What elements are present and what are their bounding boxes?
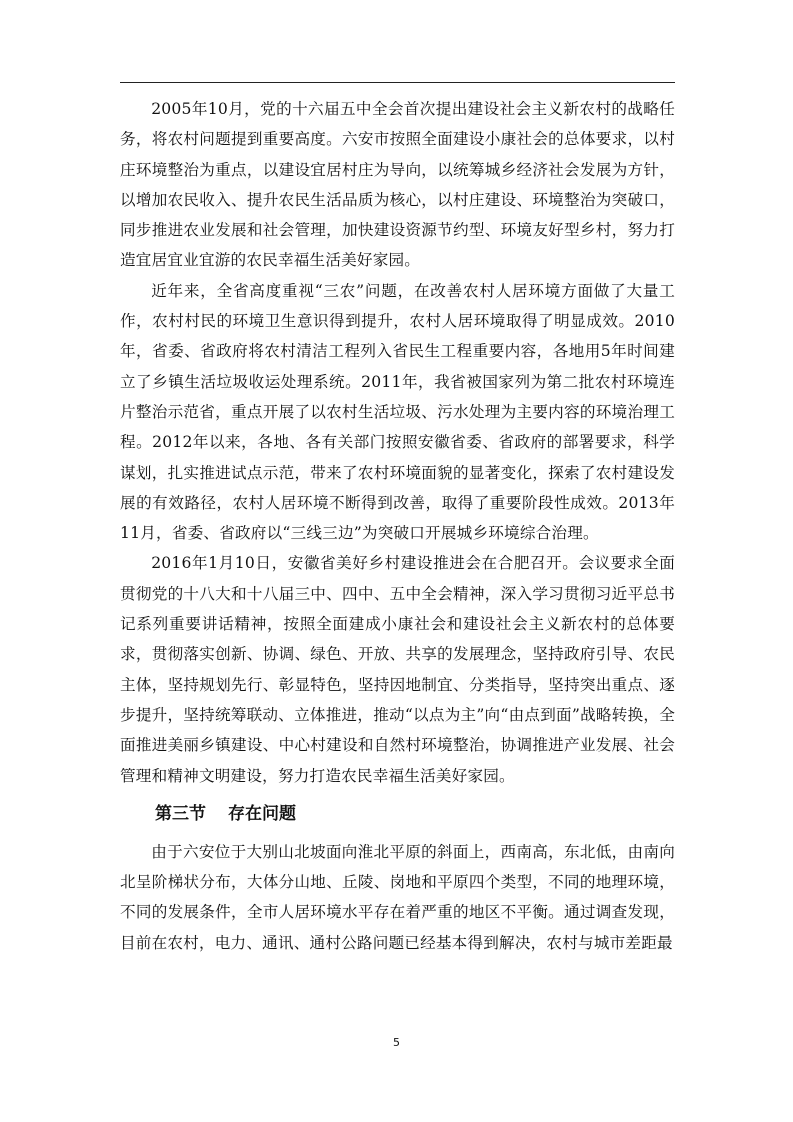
header-rule — [120, 82, 675, 83]
paragraph-3: 2016年1月10日，安徽省美好乡村建设推进会在合肥召开。会议要求全面贯彻党的十八大和十八届三中、四中、五中全会精神，深入学习贯彻习近平总书记系列重要讲话精神，按照全面建成小康社会和建设社会主义新农村的总体要求，贯彻落实创新、协调、绿色、开放、共享的发展理念，坚持政府引导、农民主体，坚持规划先行、彰显特色，坚持因地制宜、分类指导，坚持突出重点、逐步提升，坚持统筹联动、立体推进，推动“以点为主”向“由点到面”战略转换，全面推进美丽乡镇建设、中心村建设和自然村环境整治，协调推进产业发展、社会管理和精神文明建设，努力打造农民幸福生活美好家园。 — [120, 554, 675, 785]
document-body — [120, 94, 675, 958]
section-heading — [155, 791, 675, 837]
paragraph-1: 2005年10月，党的十六届五中全会首次提出建设社会主义新农村的战略任务，将农村问题提到重要高度。六安市按照全面建设小康社会的总体要求，以村庄环境整治为重点，以建设宜居村庄为导向，以统筹城乡经济社会发展为方针，以增加农民收入、提升农民生活品质为核心，以村庄建设、环境整治为突破口，同步推进农业发展和社会管理，加快建设资源节约型、环境友好型乡村，努力打造宜居宜业宜游的农民幸福生活美好家园。 — [120, 100, 675, 270]
paragraph-2: 近年来，全省高度重视“三农”问题，在改善农村人居环境方面做了大量工作，农村村民的环境卫生意识得到提升，农村人居环境取得了明显成效。2010年，省委、省政府将农村清洁工程列入省民生工程重要内容，各地用5年时间建立了乡镇生活垃圾收运处理系统。2011年，我省被国家列为第二批农村环境连片整治示范省，重点开展了以农村生活垃圾、污水处理为主要内容的环境治理工程。2012年以来，各地、各有关部门按照安徽省委、省政府的部署要求，科学谋划，扎实推进试点示范，带来了农村环境面貌的显著变化，探索了农村建设发展的有效路径，农村人居环境不断得到改善，取得了重要阶段性成效。2013年11月，省委、省政府以“三线三边”为突破口开展城乡环境综合治理。 — [120, 281, 675, 543]
section-number: 第三节 — [155, 803, 206, 824]
page-number: 5 — [393, 1036, 400, 1049]
section-title: 存在问题 — [228, 803, 296, 824]
paragraph-4: 由于六安位于大别山北坡面向淮北平原的斜面上，西南高，东北低，由南向北呈阶梯状分布，大体分山地、丘陵、岗地和平原四个类型，不同的地理环境，不同的发展条件，全市人居环境水平存在着严重的地区不平衡。通过调查发现，目前在农村，电力、通讯、通村公路问题已经基本得到解决，农村与城市差距最 — [120, 842, 675, 952]
